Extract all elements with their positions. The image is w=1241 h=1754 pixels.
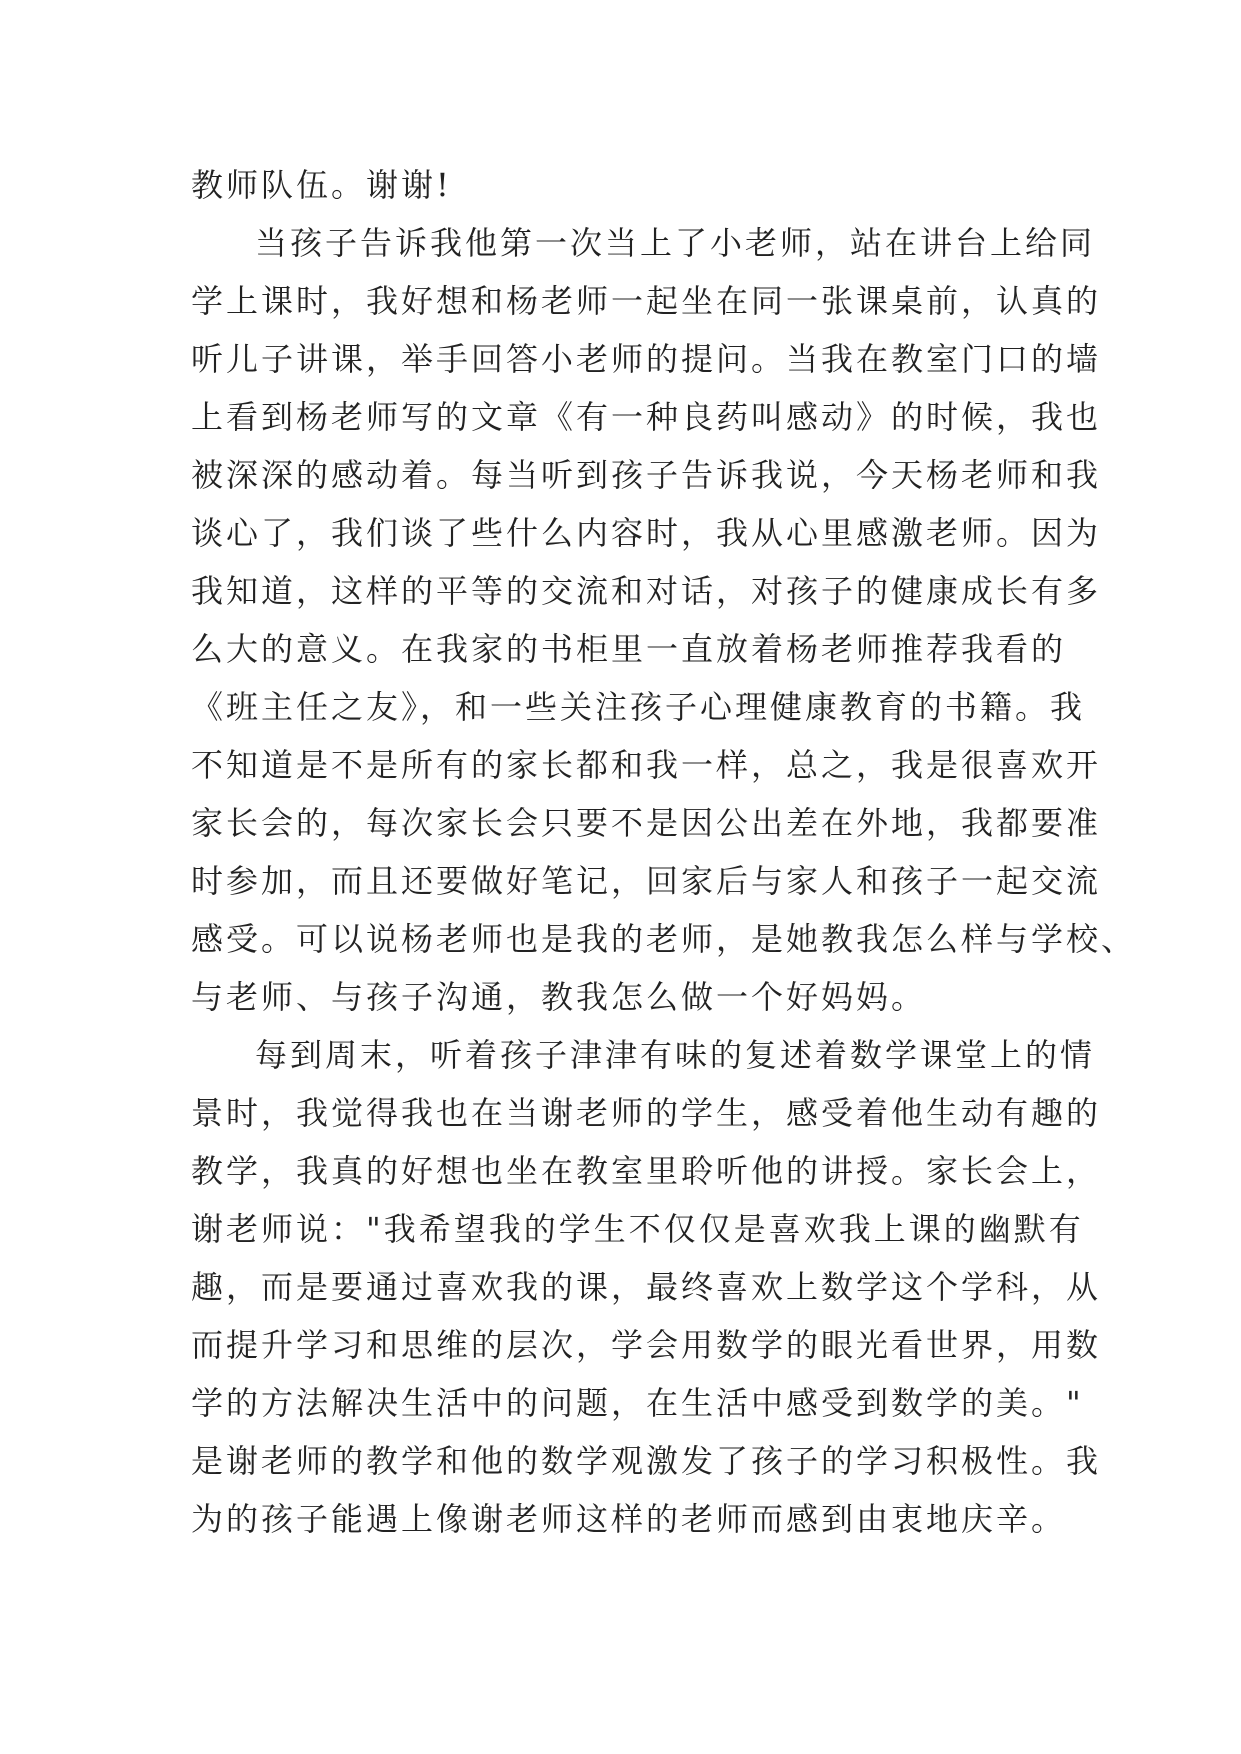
text-line: 景时，我觉得我也在当谢老师的学生，感受着他生动有趣的 <box>191 1094 1102 1132</box>
text-line: 学上课时，我好想和杨老师一起坐在同一张课桌前，认真的 <box>191 282 1102 320</box>
text-line: 教师队伍。谢谢! <box>191 166 452 204</box>
text-line: 谈心了，我们谈了些什么内容时，我从心里感激老师。因为 <box>191 514 1102 552</box>
text-line: 是谢老师的教学和他的数学观激发了孩子的学习积极性。我 <box>191 1442 1102 1480</box>
text-line: 与老师、与孩子沟通，教我怎么做一个好妈妈。 <box>191 978 927 1016</box>
text-line: 听儿子讲课，举手回答小老师的提问。当我在教室门口的墙 <box>191 340 1102 378</box>
text-line: 教学，我真的好想也坐在教室里聆听他的讲授。家长会上， <box>191 1152 1102 1190</box>
text-line: 《班主任之友》，和一些关注孩子心理健康教育的书籍。我 <box>191 688 1086 726</box>
paragraph-start-line: 当孩子告诉我他第一次当上了小老师，站在讲台上给同 <box>255 224 1096 262</box>
text-line: 我知道，这样的平等的交流和对话，对孩子的健康成长有多 <box>191 572 1102 610</box>
text-line: 上看到杨老师写的文章《有一种良药叫感动》的时候，我也 <box>191 398 1102 436</box>
text-line: 趣，而是要通过喜欢我的课，最终喜欢上数学这个学科，从 <box>191 1268 1102 1306</box>
text-line: 感受。可以说杨老师也是我的老师，是她教我怎么样与学校、 <box>191 920 1137 958</box>
paragraph-start-line: 每到周末，听着孩子津津有味的复述着数学课堂上的情 <box>255 1036 1096 1074</box>
text-line: 学的方法解决生活中的问题，在生活中感受到数学的美。" <box>191 1384 1084 1422</box>
text-line: 为的孩子能遇上像谢老师这样的老师而感到由衷地庆辛。 <box>191 1500 1067 1538</box>
text-line: 谢老师说："我希望我的学生不仅仅是喜欢我上课的幽默有 <box>191 1210 1084 1248</box>
text-line: 家长会的，每次家长会只要不是因公出差在外地，我都要准 <box>191 804 1102 842</box>
text-line: 不知道是不是所有的家长都和我一样，总之，我是很喜欢开 <box>191 746 1102 784</box>
text-line: 时参加，而且还要做好笔记，回家后与家人和孩子一起交流 <box>191 862 1102 900</box>
text-line: 而提升学习和思维的层次，学会用数学的眼光看世界，用数 <box>191 1326 1102 1364</box>
text-line: 么大的意义。在我家的书柜里一直放着杨老师推荐我看的 <box>191 630 1067 668</box>
text-line: 被深深的感动着。每当听到孩子告诉我说，今天杨老师和我 <box>191 456 1102 494</box>
